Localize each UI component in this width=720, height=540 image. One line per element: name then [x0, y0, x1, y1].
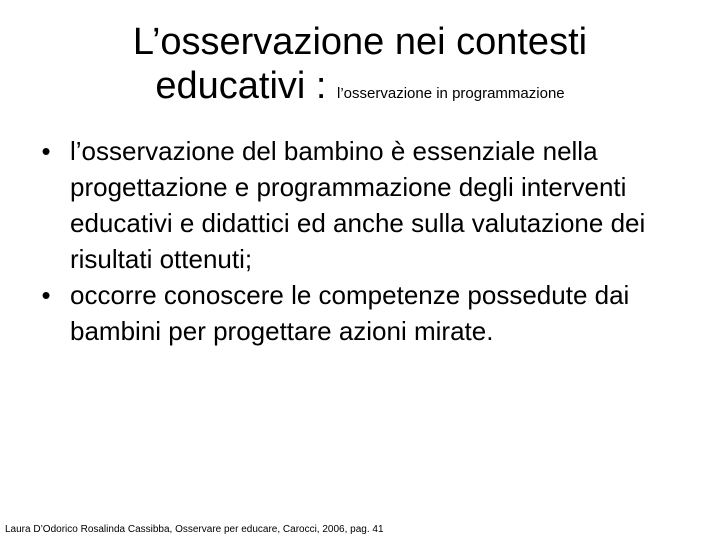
title-subtitle: l’osservazione in programmazione: [337, 85, 565, 102]
bullet-list: [36, 133, 686, 349]
citation-footer: Laura D’Odorico Rosalinda Cassibba, Osservare per educare, Carocci, 2006, pag. 41: [5, 524, 384, 535]
bullet-item: [36, 277, 686, 349]
slide-title: [60, 20, 660, 108]
title-line-2: educativi :: [155, 65, 338, 107]
bullet-icon: •: [41, 280, 51, 310]
bullet-item: [36, 133, 686, 277]
bullet-text: occorre conoscere le competenze possedute dai bambini per progettare azioni mirate.: [70, 280, 630, 346]
title-line-1: L’osservazione nei contesti: [132, 21, 588, 63]
bullet-text: l’osservazione del bambino è essenziale nella progettazione e programmazione degli interventi educativi e didattici ed anche sulla valutazione dei risultati ottenuti;: [70, 136, 646, 274]
bullet-icon: •: [41, 136, 51, 166]
